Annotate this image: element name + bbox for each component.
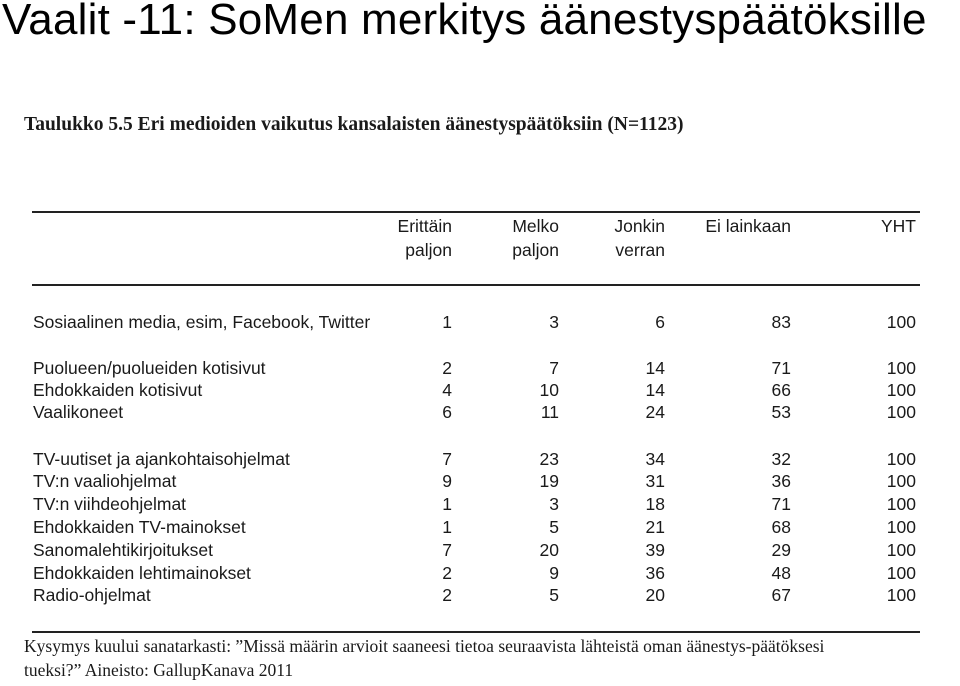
cell-erittain-paljon: 1 <box>442 517 452 537</box>
cell-yht: 100 <box>886 517 916 537</box>
table-row <box>0 448 960 470</box>
cell-jonkin-verran: 20 <box>645 585 665 605</box>
table-row <box>0 516 960 538</box>
table-row <box>0 470 960 492</box>
column-header-yht: YHT <box>881 216 916 236</box>
cell-jonkin-verran: 36 <box>645 563 665 583</box>
table-row <box>0 562 960 584</box>
row-label: Puolueen/puolueiden kotisivut <box>33 358 266 378</box>
cell-erittain-paljon: 9 <box>442 471 452 491</box>
cell-jonkin-verran: 6 <box>655 312 665 332</box>
cell-erittain-paljon: 7 <box>442 540 452 560</box>
cell-melko-paljon: 9 <box>549 563 559 583</box>
column-header-erittain-paljon: Erittäin paljon <box>397 216 452 260</box>
cell-ei-lainkaan: 83 <box>771 312 791 332</box>
cell-melko-paljon: 7 <box>549 358 559 378</box>
table-row <box>0 379 960 401</box>
cell-ei-lainkaan: 53 <box>771 402 791 422</box>
cell-melko-paljon: 3 <box>549 312 559 332</box>
cell-melko-paljon: 3 <box>549 494 559 514</box>
table-row <box>0 584 960 606</box>
cell-yht: 100 <box>886 471 916 491</box>
cell-jonkin-verran: 34 <box>645 449 665 469</box>
cell-melko-paljon: 5 <box>549 585 559 605</box>
table-row <box>0 401 960 423</box>
row-label: TV-uutiset ja ajankohtaisohjelmat <box>33 449 290 469</box>
cell-yht: 100 <box>886 494 916 514</box>
cell-ei-lainkaan: 71 <box>771 358 791 378</box>
cell-yht: 100 <box>886 563 916 583</box>
row-label: Sosiaalinen media, esim, Facebook, Twitter <box>33 312 371 332</box>
row-label: Ehdokkaiden lehtimainokset <box>33 563 251 583</box>
cell-melko-paljon: 5 <box>549 517 559 537</box>
cell-ei-lainkaan: 36 <box>771 471 791 491</box>
cell-ei-lainkaan: 71 <box>771 494 791 514</box>
cell-jonkin-verran: 18 <box>645 494 665 514</box>
row-label: Vaalikoneet <box>33 402 124 422</box>
cell-yht: 100 <box>886 380 916 400</box>
cell-ei-lainkaan: 68 <box>771 517 791 537</box>
cell-erittain-paljon: 7 <box>442 449 452 469</box>
cell-ei-lainkaan: 48 <box>771 563 791 583</box>
cell-melko-paljon: 19 <box>539 471 559 491</box>
cell-melko-paljon: 20 <box>539 540 559 560</box>
cell-jonkin-verran: 39 <box>645 540 665 560</box>
table-footnote: Kysymys kuului sanatarkasti: ”Missä määrin arvioit saaneesi tietoa seuraavista lähteistä oman äänestys-päätöksesi tueksi?” Aineisto: GallupKanava 2011 <box>24 636 825 680</box>
column-header-jonkin-verran: Jonkin verran <box>614 216 665 260</box>
row-label: Radio-ohjelmat <box>33 585 151 605</box>
row-label: Ehdokkaiden TV-mainokset <box>33 517 246 537</box>
cell-erittain-paljon: 1 <box>442 312 452 332</box>
cell-jonkin-verran: 21 <box>645 517 665 537</box>
table-top-rule <box>32 211 920 213</box>
table-row <box>0 539 960 561</box>
cell-ei-lainkaan: 67 <box>771 585 791 605</box>
cell-erittain-paljon: 2 <box>442 585 452 605</box>
cell-jonkin-verran: 14 <box>645 380 665 400</box>
cell-ei-lainkaan: 66 <box>771 380 791 400</box>
table-bottom-rule <box>32 631 920 633</box>
row-label: TV:n vaaliohjelmat <box>33 471 177 491</box>
cell-erittain-paljon: 2 <box>442 358 452 378</box>
table-caption: Taulukko 5.5 Eri medioiden vaikutus kansalaisten äänestyspäätöksiin (N=1123) <box>24 114 684 135</box>
cell-melko-paljon: 10 <box>539 380 559 400</box>
cell-yht: 100 <box>886 312 916 332</box>
row-label: TV:n viihdeohjelmat <box>33 494 187 514</box>
row-label: Sanomalehtikirjoitukset <box>33 540 213 560</box>
cell-ei-lainkaan: 32 <box>771 449 791 469</box>
cell-ei-lainkaan: 29 <box>771 540 791 560</box>
slide-title: Vaalit -11: SoMen merkitys äänestyspäätöksille <box>2 0 927 44</box>
cell-yht: 100 <box>886 358 916 378</box>
cell-jonkin-verran: 31 <box>645 471 665 491</box>
table-row <box>0 493 960 515</box>
cell-yht: 100 <box>886 402 916 422</box>
cell-erittain-paljon: 2 <box>442 563 452 583</box>
table-header-rule <box>32 284 920 286</box>
cell-melko-paljon: 11 <box>540 402 559 422</box>
row-label: Ehdokkaiden kotisivut <box>33 380 203 400</box>
cell-jonkin-verran: 14 <box>645 358 665 378</box>
cell-melko-paljon: 23 <box>539 449 559 469</box>
column-header-melko-paljon: Melko paljon <box>512 216 559 260</box>
table-row <box>0 357 960 379</box>
column-header-ei-lainkaan: Ei lainkaan <box>705 216 791 236</box>
cell-erittain-paljon: 6 <box>442 402 452 422</box>
cell-erittain-paljon: 1 <box>442 494 452 514</box>
cell-yht: 100 <box>886 540 916 560</box>
cell-jonkin-verran: 24 <box>645 402 665 422</box>
cell-yht: 100 <box>886 585 916 605</box>
cell-erittain-paljon: 4 <box>442 380 452 400</box>
table-row <box>0 311 960 333</box>
cell-yht: 100 <box>886 449 916 469</box>
